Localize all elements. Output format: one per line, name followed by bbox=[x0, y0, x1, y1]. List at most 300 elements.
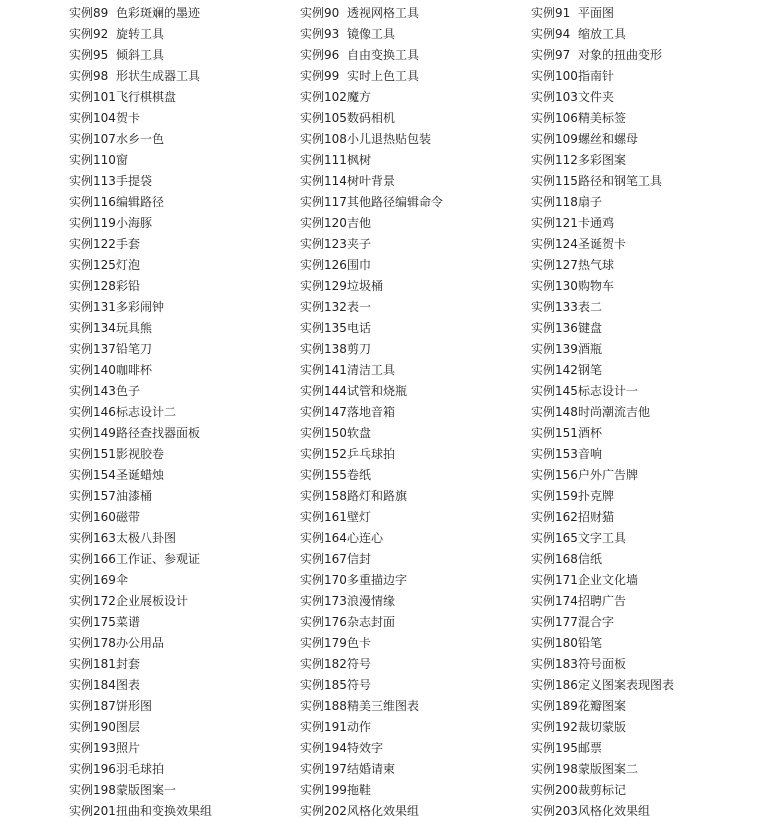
example-title: 招财猫 bbox=[578, 510, 615, 524]
example-number: 实例137 bbox=[69, 342, 116, 356]
list-item bbox=[69, 444, 212, 465]
list-item bbox=[69, 402, 212, 423]
example-title: 扭曲和变换效果组 bbox=[116, 804, 213, 818]
list-item bbox=[69, 297, 212, 318]
list-item bbox=[300, 444, 443, 465]
example-title: 圣诞蜡烛 bbox=[116, 468, 165, 482]
example-title: 混合字 bbox=[578, 615, 615, 629]
example-title: 裁剪标记 bbox=[578, 783, 627, 797]
list-item bbox=[69, 24, 212, 45]
example-title: 企业展板设计 bbox=[116, 594, 189, 608]
example-title: 实时上色工具 bbox=[347, 69, 420, 83]
example-title: 音响 bbox=[578, 447, 603, 461]
example-title: 图表 bbox=[116, 678, 141, 692]
list-item bbox=[531, 3, 674, 24]
example-number: 实例161 bbox=[300, 510, 347, 524]
example-title: 油漆桶 bbox=[116, 489, 153, 503]
example-number: 实例97 bbox=[531, 48, 571, 62]
column-3 bbox=[531, 3, 674, 822]
list-item bbox=[300, 318, 443, 339]
example-number: 实例186 bbox=[531, 678, 578, 692]
example-number: 实例178 bbox=[69, 636, 116, 650]
list-item bbox=[300, 87, 443, 108]
list-item bbox=[531, 171, 674, 192]
example-number: 实例126 bbox=[300, 258, 347, 272]
example-title: 企业文化墙 bbox=[578, 573, 639, 587]
example-number: 实例187 bbox=[69, 699, 116, 713]
example-title: 影视胶卷 bbox=[116, 447, 165, 461]
example-number: 实例163 bbox=[69, 531, 116, 545]
example-number: 实例117 bbox=[300, 195, 347, 209]
example-title: 多重描边字 bbox=[347, 573, 408, 587]
list-item bbox=[69, 738, 212, 759]
list-item bbox=[300, 801, 443, 822]
example-title: 定义图案表现图表 bbox=[578, 678, 675, 692]
example-title: 乒乓球拍 bbox=[347, 447, 396, 461]
example-title: 指南针 bbox=[578, 69, 615, 83]
example-number: 实例92 bbox=[69, 27, 109, 41]
list-item bbox=[300, 297, 443, 318]
example-number: 实例196 bbox=[69, 762, 116, 776]
example-number: 实例135 bbox=[300, 321, 347, 335]
example-title: 飞行棋棋盘 bbox=[116, 90, 177, 104]
list-item bbox=[69, 465, 212, 486]
example-title: 风格化效果组 bbox=[578, 804, 651, 818]
example-number: 实例128 bbox=[69, 279, 116, 293]
example-title: 键盘 bbox=[578, 321, 603, 335]
example-number: 实例198 bbox=[69, 783, 116, 797]
example-title: 照片 bbox=[116, 741, 141, 755]
example-title: 圣诞贺卡 bbox=[578, 237, 627, 251]
example-title: 吉他 bbox=[347, 216, 372, 230]
example-number: 实例174 bbox=[531, 594, 578, 608]
example-number: 实例91 bbox=[531, 6, 571, 20]
example-title: 饼形图 bbox=[116, 699, 153, 713]
list-item bbox=[69, 150, 212, 171]
example-number: 实例118 bbox=[531, 195, 578, 209]
example-title: 围巾 bbox=[347, 258, 372, 272]
example-number: 实例131 bbox=[69, 300, 116, 314]
example-number: 实例180 bbox=[531, 636, 578, 650]
example-title: 办公用品 bbox=[116, 636, 165, 650]
example-title: 符号面板 bbox=[578, 657, 627, 671]
list-item bbox=[69, 171, 212, 192]
example-number: 实例106 bbox=[531, 111, 578, 125]
example-title: 透视网格工具 bbox=[347, 6, 420, 20]
example-title: 手套 bbox=[116, 237, 141, 251]
list-item bbox=[531, 444, 674, 465]
list-item bbox=[531, 780, 674, 801]
list-item bbox=[531, 486, 674, 507]
list-item bbox=[300, 780, 443, 801]
example-number: 实例139 bbox=[531, 342, 578, 356]
example-title: 酒瓶 bbox=[578, 342, 603, 356]
example-title: 浪漫情缘 bbox=[347, 594, 396, 608]
list-item bbox=[69, 654, 212, 675]
example-title: 编辑路径 bbox=[116, 195, 165, 209]
example-title: 扑克牌 bbox=[578, 489, 615, 503]
example-title: 太极八卦图 bbox=[116, 531, 177, 545]
example-number: 实例165 bbox=[531, 531, 578, 545]
example-number: 实例175 bbox=[69, 615, 116, 629]
list-item bbox=[531, 696, 674, 717]
list-item bbox=[300, 633, 443, 654]
list-item bbox=[69, 801, 212, 822]
list-item bbox=[69, 339, 212, 360]
example-number: 实例143 bbox=[69, 384, 116, 398]
list-item bbox=[531, 570, 674, 591]
example-number: 实例183 bbox=[531, 657, 578, 671]
example-title: 邮票 bbox=[578, 741, 603, 755]
list-item bbox=[531, 654, 674, 675]
example-number: 实例90 bbox=[300, 6, 340, 20]
list-item bbox=[69, 129, 212, 150]
column-2 bbox=[300, 3, 443, 822]
list-item bbox=[69, 717, 212, 738]
list-item bbox=[69, 3, 212, 24]
example-title: 标志设计一 bbox=[578, 384, 639, 398]
example-title: 拖鞋 bbox=[347, 783, 372, 797]
example-number: 实例101 bbox=[69, 90, 116, 104]
example-title: 螺丝和螺母 bbox=[578, 132, 639, 146]
example-number: 实例190 bbox=[69, 720, 116, 734]
list-item bbox=[531, 360, 674, 381]
example-number: 实例120 bbox=[300, 216, 347, 230]
example-title: 路径和钢笔工具 bbox=[578, 174, 663, 188]
example-title: 剪刀 bbox=[347, 342, 372, 356]
list-item bbox=[69, 633, 212, 654]
list-item bbox=[300, 759, 443, 780]
list-item bbox=[531, 45, 674, 66]
list-item bbox=[69, 486, 212, 507]
example-title: 路径查找器面板 bbox=[116, 426, 201, 440]
list-item bbox=[300, 654, 443, 675]
example-number: 实例130 bbox=[531, 279, 578, 293]
list-item bbox=[531, 192, 674, 213]
example-title: 精美标签 bbox=[578, 111, 627, 125]
example-number: 实例182 bbox=[300, 657, 347, 671]
example-title: 夹子 bbox=[347, 237, 372, 251]
example-title: 窗 bbox=[116, 153, 129, 167]
example-title: 色卡 bbox=[347, 636, 372, 650]
example-title: 多彩闹钟 bbox=[116, 300, 165, 314]
list-item bbox=[300, 171, 443, 192]
example-title: 贺卡 bbox=[116, 111, 141, 125]
example-title: 色子 bbox=[116, 384, 141, 398]
list-item bbox=[300, 423, 443, 444]
list-item bbox=[531, 507, 674, 528]
example-title: 小海豚 bbox=[116, 216, 153, 230]
example-number: 实例95 bbox=[69, 48, 109, 62]
example-number: 实例102 bbox=[300, 90, 347, 104]
example-title: 卡通鸡 bbox=[578, 216, 615, 230]
example-number: 实例93 bbox=[300, 27, 340, 41]
list-item bbox=[69, 528, 212, 549]
example-number: 实例157 bbox=[69, 489, 116, 503]
example-title: 对象的扭曲变形 bbox=[578, 48, 663, 62]
list-item bbox=[69, 675, 212, 696]
example-title: 枫树 bbox=[347, 153, 372, 167]
example-title: 旋转工具 bbox=[116, 27, 165, 41]
example-title: 招聘广告 bbox=[578, 594, 627, 608]
example-number: 实例168 bbox=[531, 552, 578, 566]
example-number: 实例112 bbox=[531, 153, 578, 167]
list-item bbox=[531, 108, 674, 129]
list-item bbox=[300, 738, 443, 759]
example-number: 实例146 bbox=[69, 405, 116, 419]
list-item bbox=[531, 213, 674, 234]
example-number: 实例149 bbox=[69, 426, 116, 440]
list-item bbox=[300, 486, 443, 507]
example-number: 实例199 bbox=[300, 783, 347, 797]
example-number: 实例122 bbox=[69, 237, 116, 251]
list-item bbox=[69, 234, 212, 255]
list-item bbox=[69, 780, 212, 801]
list-item bbox=[300, 360, 443, 381]
example-number: 实例155 bbox=[300, 468, 347, 482]
example-number: 实例171 bbox=[531, 573, 578, 587]
list-item bbox=[531, 66, 674, 87]
example-title: 垃圾桶 bbox=[347, 279, 384, 293]
list-item bbox=[531, 402, 674, 423]
example-number: 实例176 bbox=[300, 615, 347, 629]
list-item bbox=[300, 108, 443, 129]
list-item bbox=[69, 381, 212, 402]
list-item bbox=[531, 633, 674, 654]
example-title: 平面图 bbox=[578, 6, 615, 20]
list-item bbox=[300, 24, 443, 45]
example-number: 实例99 bbox=[300, 69, 340, 83]
example-title: 结婚请柬 bbox=[347, 762, 396, 776]
example-number: 实例145 bbox=[531, 384, 578, 398]
example-title: 自由变换工具 bbox=[347, 48, 420, 62]
list-item bbox=[531, 717, 674, 738]
example-title: 表二 bbox=[578, 300, 603, 314]
list-item bbox=[300, 402, 443, 423]
list-item bbox=[531, 255, 674, 276]
example-number: 实例193 bbox=[69, 741, 116, 755]
example-number: 实例144 bbox=[300, 384, 347, 398]
example-title: 符号 bbox=[347, 678, 372, 692]
list-item bbox=[300, 66, 443, 87]
example-number: 实例156 bbox=[531, 468, 578, 482]
example-number: 实例185 bbox=[300, 678, 347, 692]
list-item bbox=[300, 528, 443, 549]
example-number: 实例197 bbox=[300, 762, 347, 776]
list-item bbox=[300, 234, 443, 255]
list-item bbox=[69, 192, 212, 213]
example-title: 封套 bbox=[116, 657, 141, 671]
example-number: 实例110 bbox=[69, 153, 116, 167]
example-number: 实例129 bbox=[300, 279, 347, 293]
list-item bbox=[531, 465, 674, 486]
example-title: 软盘 bbox=[347, 426, 372, 440]
example-number: 实例200 bbox=[531, 783, 578, 797]
list-item bbox=[69, 549, 212, 570]
example-number: 实例181 bbox=[69, 657, 116, 671]
example-title: 特效字 bbox=[347, 741, 384, 755]
example-title: 文字工具 bbox=[578, 531, 627, 545]
example-number: 实例103 bbox=[531, 90, 578, 104]
example-title: 伞 bbox=[116, 573, 129, 587]
example-number: 实例107 bbox=[69, 132, 116, 146]
list-item bbox=[300, 675, 443, 696]
list-item bbox=[531, 297, 674, 318]
example-title: 彩铅 bbox=[116, 279, 141, 293]
list-item bbox=[300, 150, 443, 171]
example-number: 实例94 bbox=[531, 27, 571, 41]
example-number: 实例189 bbox=[531, 699, 578, 713]
example-title: 魔方 bbox=[347, 90, 372, 104]
list-item bbox=[69, 276, 212, 297]
list-item bbox=[531, 24, 674, 45]
list-item bbox=[531, 87, 674, 108]
list-item bbox=[531, 549, 674, 570]
list-item bbox=[69, 108, 212, 129]
example-number: 实例191 bbox=[300, 720, 347, 734]
list-item bbox=[531, 423, 674, 444]
example-number: 实例169 bbox=[69, 573, 116, 587]
example-title: 咖啡杯 bbox=[116, 363, 153, 377]
example-title: 标志设计二 bbox=[116, 405, 177, 419]
example-title: 形状生成器工具 bbox=[116, 69, 201, 83]
example-number: 实例136 bbox=[531, 321, 578, 335]
list-item bbox=[300, 465, 443, 486]
example-number: 实例177 bbox=[531, 615, 578, 629]
example-number: 实例172 bbox=[69, 594, 116, 608]
example-title: 玩具熊 bbox=[116, 321, 153, 335]
list-item bbox=[300, 129, 443, 150]
example-number: 实例160 bbox=[69, 510, 116, 524]
list-item bbox=[69, 612, 212, 633]
example-number: 实例138 bbox=[300, 342, 347, 356]
example-number: 实例116 bbox=[69, 195, 116, 209]
list-item bbox=[69, 255, 212, 276]
example-title: 文件夹 bbox=[578, 90, 615, 104]
list-item bbox=[300, 570, 443, 591]
example-title: 扇子 bbox=[578, 195, 603, 209]
example-title: 动作 bbox=[347, 720, 372, 734]
example-number: 实例151 bbox=[531, 426, 578, 440]
example-title: 钢笔 bbox=[578, 363, 603, 377]
example-title: 铅笔 bbox=[578, 636, 603, 650]
list-item bbox=[300, 381, 443, 402]
example-number: 实例125 bbox=[69, 258, 116, 272]
list-item bbox=[300, 696, 443, 717]
example-title: 表一 bbox=[347, 300, 372, 314]
list-item bbox=[531, 759, 674, 780]
example-number: 实例105 bbox=[300, 111, 347, 125]
example-number: 实例202 bbox=[300, 804, 347, 818]
example-number: 实例108 bbox=[300, 132, 347, 146]
example-number: 实例203 bbox=[531, 804, 578, 818]
example-number: 实例142 bbox=[531, 363, 578, 377]
list-item bbox=[531, 675, 674, 696]
example-number: 实例150 bbox=[300, 426, 347, 440]
example-number: 实例111 bbox=[300, 153, 347, 167]
list-item bbox=[300, 339, 443, 360]
example-title: 符号 bbox=[347, 657, 372, 671]
list-item bbox=[531, 801, 674, 822]
example-number: 实例195 bbox=[531, 741, 578, 755]
example-number: 实例147 bbox=[300, 405, 347, 419]
example-title: 树叶背景 bbox=[347, 174, 396, 188]
example-number: 实例179 bbox=[300, 636, 347, 650]
example-title: 试管和烧瓶 bbox=[347, 384, 408, 398]
list-item bbox=[300, 717, 443, 738]
list-item bbox=[69, 591, 212, 612]
list-item bbox=[300, 45, 443, 66]
list-item bbox=[300, 276, 443, 297]
example-title: 热气球 bbox=[578, 258, 615, 272]
example-title: 清洁工具 bbox=[347, 363, 396, 377]
example-number: 实例109 bbox=[531, 132, 578, 146]
list-item bbox=[69, 213, 212, 234]
list-item bbox=[531, 150, 674, 171]
example-title: 其他路径编辑命令 bbox=[347, 195, 444, 209]
example-number: 实例154 bbox=[69, 468, 116, 482]
example-number: 实例124 bbox=[531, 237, 578, 251]
example-title: 磁带 bbox=[116, 510, 141, 524]
example-title: 菜谱 bbox=[116, 615, 141, 629]
example-title: 风格化效果组 bbox=[347, 804, 420, 818]
example-number: 实例167 bbox=[300, 552, 347, 566]
list-item bbox=[300, 213, 443, 234]
example-title: 手提袋 bbox=[116, 174, 153, 188]
example-title: 小儿退热贴包装 bbox=[347, 132, 432, 146]
example-title: 心连心 bbox=[347, 531, 384, 545]
example-number: 实例140 bbox=[69, 363, 116, 377]
list-item bbox=[300, 192, 443, 213]
example-title: 电话 bbox=[347, 321, 372, 335]
example-number: 实例159 bbox=[531, 489, 578, 503]
example-number: 实例123 bbox=[300, 237, 347, 251]
list-item bbox=[300, 591, 443, 612]
list-item bbox=[531, 339, 674, 360]
example-number: 实例115 bbox=[531, 174, 578, 188]
list-item bbox=[69, 66, 212, 87]
example-number: 实例170 bbox=[300, 573, 347, 587]
list-item bbox=[531, 129, 674, 150]
list-item bbox=[531, 318, 674, 339]
example-title: 色彩斑斓的墨迹 bbox=[116, 6, 201, 20]
example-title: 镜像工具 bbox=[347, 27, 396, 41]
example-title: 精美三维图表 bbox=[347, 699, 420, 713]
example-number: 实例166 bbox=[69, 552, 116, 566]
example-number: 实例201 bbox=[69, 804, 116, 818]
list-item bbox=[531, 276, 674, 297]
example-title: 裁切蒙版 bbox=[578, 720, 627, 734]
example-number: 实例121 bbox=[531, 216, 578, 230]
example-number: 实例188 bbox=[300, 699, 347, 713]
example-number: 实例151 bbox=[69, 447, 116, 461]
example-title: 水乡一色 bbox=[116, 132, 165, 146]
example-title: 羽毛球拍 bbox=[116, 762, 165, 776]
list-item bbox=[300, 612, 443, 633]
example-title: 落地音箱 bbox=[347, 405, 396, 419]
example-number: 实例119 bbox=[69, 216, 116, 230]
example-number: 实例98 bbox=[69, 69, 109, 83]
example-number: 实例114 bbox=[300, 174, 347, 188]
example-number: 实例89 bbox=[69, 6, 109, 20]
example-title: 数码相机 bbox=[347, 111, 396, 125]
example-title: 灯泡 bbox=[116, 258, 141, 272]
example-title: 户外广告牌 bbox=[578, 468, 639, 482]
list-item bbox=[531, 612, 674, 633]
list-item bbox=[531, 528, 674, 549]
example-title: 杂志封面 bbox=[347, 615, 396, 629]
example-number: 实例173 bbox=[300, 594, 347, 608]
